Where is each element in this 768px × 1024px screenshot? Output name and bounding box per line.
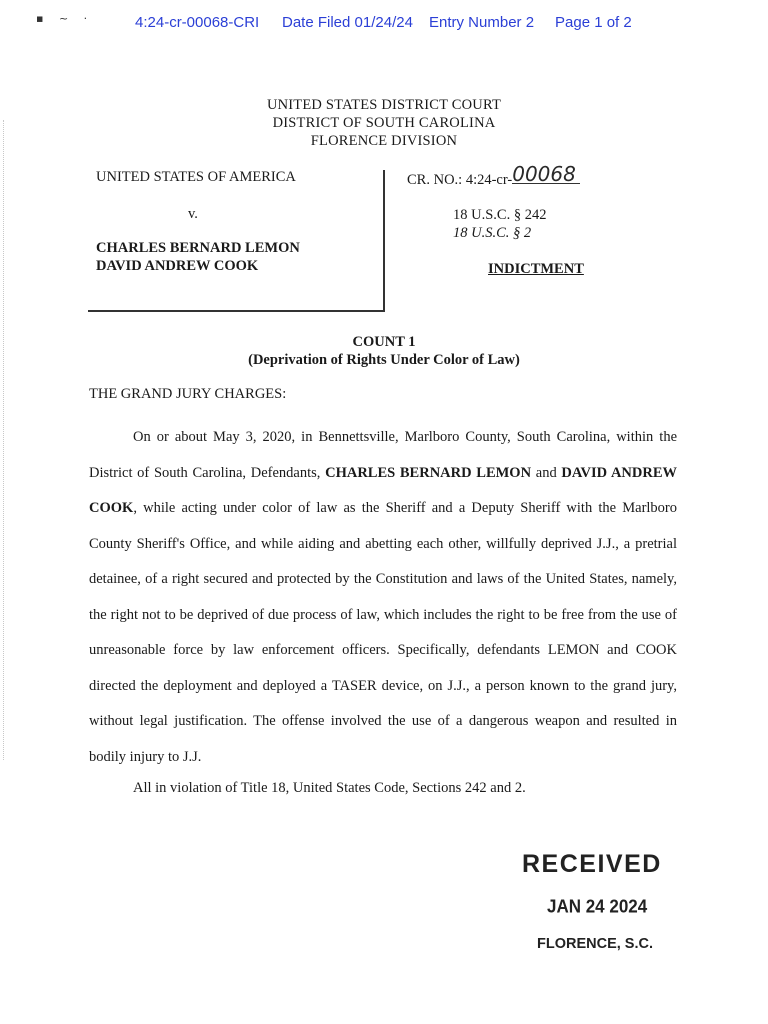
- statute-1: 18 U.S.C. § 242: [453, 207, 547, 223]
- defendant-2: DAVID ANDREW COOK: [96, 258, 259, 274]
- entry-number-stamp: Entry Number 2: [429, 14, 535, 31]
- count-heading: [0, 333, 768, 369]
- cr-no-label: CR. NO.: 4:24-cr-: [407, 172, 513, 188]
- count-subtitle: (Deprivation of Rights Under Color of Law): [248, 352, 520, 368]
- caption-parties: [96, 168, 300, 274]
- caption-case-info: [407, 162, 584, 277]
- received-date: JAN 24 2024: [547, 896, 648, 917]
- caption-divider-vertical: [383, 170, 385, 310]
- court-division: FLORENCE DIVISION: [310, 133, 458, 149]
- cr-no-handwritten: 00068: [512, 165, 580, 184]
- criminal-number: [407, 162, 580, 189]
- charge-text-body: , while acting under color of law as the Sheriff and a Deputy Sheriff with the Marlboro County Sheriff's Office, and while aiding and abetting each other, willfully deprived J.J., a pretrial detainee, of a right secured and protected by the Constitution and laws of the United States, namely, the right not to be deprived of due process of law, which includes the right to be free from the use of unreasonable force by law enforcement officers. Specifically, defendants LEMON and COOK directed the deployment and deployed a TASER device, on J.J., a person known to the grand jury, without legal justification. The offense involved the use of a dangerous weapon and resulted in bodily injury to J.J.: [89, 500, 677, 765]
- court-district: DISTRICT OF SOUTH CAROLINA: [272, 115, 496, 131]
- defendant-name-2: DAVID ANDREW COOK: [89, 464, 678, 516]
- received-place: FLORENCE, S.C.: [537, 936, 654, 952]
- case-number-stamp: 4:24-cr-00068-CRI: [135, 14, 260, 31]
- charge-text-intro: On or about May 3, 2020, in Bennettsville, Marlboro County, South Carolina, within the District of South Carolina, Defendants,: [89, 429, 677, 481]
- charge-text: [89, 420, 677, 775]
- violation-statement: All in violation of Title 18, United States Code, Sections 242 and 2.: [133, 780, 526, 796]
- court-header: [0, 96, 768, 150]
- count-title: COUNT 1: [352, 334, 416, 350]
- charge-and: and: [535, 464, 557, 481]
- defendant-name-1: CHARLES BERNARD LEMON: [325, 464, 532, 481]
- versus: v.: [188, 206, 198, 222]
- document-type: INDICTMENT: [488, 261, 584, 277]
- plaintiff: UNITED STATES OF AMERICA: [96, 169, 296, 185]
- received-title: RECEIVED: [522, 850, 662, 878]
- caption-divider-horizontal: [88, 310, 385, 312]
- grand-jury-charges: THE GRAND JURY CHARGES:: [89, 386, 287, 402]
- court-name: UNITED STATES DISTRICT COURT: [266, 97, 502, 113]
- statutes: [453, 206, 546, 242]
- scan-margin-marks: [3, 120, 6, 760]
- charge-paragraph: [89, 420, 677, 775]
- statute-2: 18 U.S.C. § 2: [453, 225, 532, 241]
- defendants: [96, 239, 300, 275]
- scan-artifact: ▪ ~ ·: [36, 12, 94, 25]
- date-filed-stamp: Date Filed 01/24/24: [282, 14, 413, 31]
- page-count-stamp: Page 1 of 2: [555, 14, 632, 31]
- defendant-1: CHARLES BERNARD LEMON: [96, 240, 300, 256]
